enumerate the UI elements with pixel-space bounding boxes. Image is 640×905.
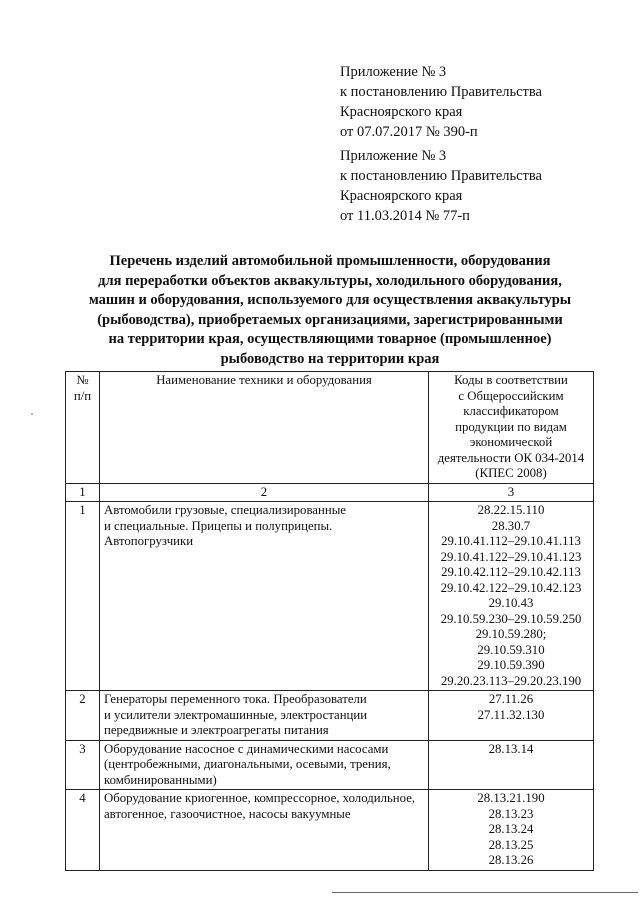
- row-number: 3: [66, 740, 100, 790]
- title-line: на территории края, осуществляющими товарное (промышленное): [108, 331, 552, 347]
- classification-code: 28.22.15.110: [477, 503, 545, 517]
- classification-code: 29.10.41.112–29.10.41.113: [441, 534, 581, 548]
- classification-code: 28.13.23: [488, 806, 534, 821]
- appendix-note-2014: [340, 146, 630, 226]
- equipment-name-line: Оборудование насосное с динамическими насосами: [104, 741, 389, 756]
- header-text: деятельности ОК 034-2014: [437, 450, 585, 465]
- classification-code: 28.13.25: [488, 837, 534, 852]
- appendix-line: от 07.07.2017 № 390-п: [340, 124, 478, 140]
- index-cell: 2: [100, 483, 429, 502]
- index-cell: 3: [429, 483, 594, 502]
- header-text: Коды в соответствии: [454, 373, 568, 387]
- appendix-line: Приложение № 3: [340, 64, 447, 80]
- equipment-name-line: Автомобили грузовые, специализированные: [104, 503, 346, 517]
- classification-codes: [429, 502, 594, 691]
- classification-code: 29.10.59.310: [477, 642, 545, 657]
- appendix-line: от 11.03.2014 № 77-п: [340, 208, 470, 224]
- classification-code: 27.11.26: [488, 692, 534, 706]
- header-num: [66, 372, 100, 484]
- row-number: 1: [66, 502, 100, 691]
- equipment-name-line: автогенное, газоочистное, насосы вакуумные: [104, 806, 351, 821]
- equipment-name-line: и усилители электромашинные, электростанции: [104, 707, 368, 722]
- classification-codes: [429, 790, 594, 871]
- header-text: классификатором: [463, 404, 559, 418]
- equipment-name-line: Оборудование криогенное, компрессорное, холодильное,: [104, 791, 416, 805]
- appendix-line: Красноярского края: [340, 188, 463, 204]
- header-text: экономической: [469, 435, 553, 449]
- header-text: (КПЕС 2008): [475, 466, 547, 480]
- equipment-name-line: и специальные. Прицепы и полуприцепы.: [104, 518, 333, 533]
- equipment-name-line: комбинированными): [104, 772, 217, 787]
- classification-code: 29.10.43: [488, 596, 534, 610]
- classification-code: 29.10.42.122–29.10.42.123: [440, 580, 582, 595]
- equipment-name: [100, 691, 429, 741]
- classification-codes: [429, 691, 594, 741]
- classification-code: 27.11.32.130: [477, 707, 545, 722]
- table-row: [66, 691, 594, 741]
- classification-code: 29.10.42.112–29.10.42.113: [441, 565, 581, 579]
- scan-speck: [31, 413, 33, 415]
- equipment-table: [65, 371, 594, 871]
- classification-code: 29.10.41.122–29.10.41.123: [440, 549, 582, 564]
- table-header-row: [66, 372, 594, 484]
- appendix-line: Красноярского края: [340, 104, 463, 120]
- appendix-line: к постановлению Правительства: [340, 168, 542, 184]
- document-title: [60, 252, 600, 369]
- header-text: №: [76, 373, 89, 387]
- classification-code: 28.13.14: [488, 741, 534, 756]
- classification-code: 29.20.23.113–29.20.23.190: [440, 673, 582, 688]
- classification-code: 29.10.59.280;: [475, 627, 547, 641]
- header-codes: [429, 372, 594, 484]
- equipment-name: [100, 790, 429, 871]
- table-body: [66, 483, 594, 870]
- header-name: [100, 372, 429, 484]
- appendix-note-2017: [340, 62, 630, 142]
- table-row: [66, 740, 594, 790]
- classification-code: 29.10.59.390: [477, 658, 545, 672]
- title-line: (рыбоводства), приобретаемых организациями, зарегистрированными: [97, 311, 563, 328]
- equipment-name-line: передвижные и электроагрегаты питания: [104, 723, 329, 737]
- classification-code: 28.13.24: [488, 822, 534, 836]
- equipment-name-line: Автопогрузчики: [104, 534, 194, 548]
- column-index-row: [66, 483, 594, 502]
- classification-code: 29.10.59.230–29.10.59.250: [440, 611, 582, 626]
- row-number: 4: [66, 790, 100, 871]
- equipment-name-line: Генераторы переменного тока. Преобразователи: [104, 692, 367, 706]
- classification-code: 28.13.21.190: [477, 791, 545, 805]
- header-text: Наименование техники и оборудования: [156, 373, 372, 387]
- classification-code: 28.13.26: [488, 853, 534, 867]
- header-text: с Общероссийским: [458, 388, 564, 403]
- title-line: рыбоводство на территории края: [220, 350, 440, 367]
- title-line: для переработки объектов аквакультуры, холодильного оборудования,: [98, 272, 562, 289]
- table-row: [66, 790, 594, 871]
- title-line: машин и оборудования, используемого для осуществления аквакультуры: [88, 292, 572, 308]
- appendix-line: к постановлению Правительства: [340, 84, 542, 100]
- equipment-name: [100, 502, 429, 691]
- equipment-name: [100, 740, 429, 790]
- classification-codes: [429, 740, 594, 790]
- header-text: продукции по видам: [455, 419, 567, 434]
- row-number: 2: [66, 691, 100, 741]
- equipment-name-line: (центробежными, диагональными, осевыми, трения,: [104, 757, 391, 771]
- index-cell: 1: [66, 483, 100, 502]
- appendix-line: Приложение № 3: [340, 148, 447, 164]
- header-text: п/п: [73, 388, 92, 403]
- title-line: Перечень изделий автомобильной промышленности, оборудования: [109, 253, 551, 269]
- bottom-edge-line: [332, 892, 638, 893]
- table-row: [66, 502, 594, 691]
- classification-code: 28.30.7: [491, 518, 531, 533]
